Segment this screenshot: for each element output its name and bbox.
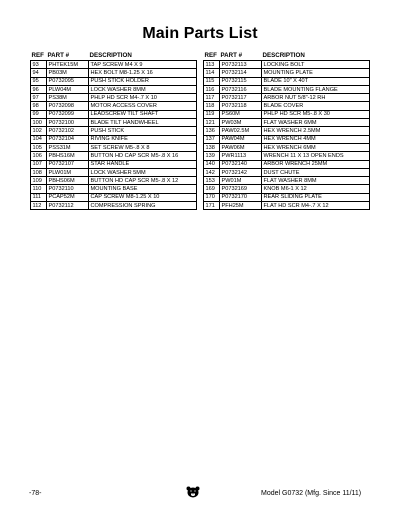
table-row — [31, 160, 197, 168]
table-row — [31, 177, 197, 185]
part-number-cell: PFH25M — [220, 202, 262, 210]
description-cell: BLADE 10" X 40T — [262, 77, 370, 85]
ref-cell: 104 — [31, 135, 47, 143]
description-cell: MOTOR ACCESS COVER — [89, 102, 197, 110]
description-cell: LEADSCREW TILT SHAFT — [89, 110, 197, 118]
table-row — [204, 127, 370, 135]
model-label: Model G0732 (Mfg. Since 11/11) — [261, 490, 362, 497]
table-row — [204, 143, 370, 151]
ref-column-header: REF — [204, 52, 217, 59]
part-number-cell: PAW06M — [220, 143, 262, 151]
table-row — [204, 61, 370, 69]
description-cell: WRENCH 11 X 13 OPEN ENDS — [262, 152, 370, 160]
table-row — [31, 61, 197, 69]
ref-cell: 116 — [204, 85, 220, 93]
description-cell: LOCK WASHER 8MM — [89, 85, 197, 93]
table-row — [31, 119, 197, 127]
ref-cell: 138 — [204, 143, 220, 151]
parts-table-right — [203, 51, 370, 210]
table-row — [31, 193, 197, 201]
table-row — [204, 94, 370, 102]
table-row — [31, 202, 197, 210]
description-cell: FLAT WASHER 6MM — [262, 119, 370, 127]
description-cell: TAP SCREW M4 X 9 — [89, 61, 197, 69]
ref-column-header: REF — [31, 52, 44, 59]
ref-cell: 139 — [204, 152, 220, 160]
description-cell: MOUNTING BASE — [89, 185, 197, 193]
description-cell: LOCK WASHER 5MM — [89, 168, 197, 176]
table-row — [204, 85, 370, 93]
page-title: Main Parts List — [142, 25, 258, 42]
description-cell: KNOB M6-1 X 12 — [262, 185, 370, 193]
description-cell: BLADE MOUNTING FLANGE — [262, 85, 370, 93]
description-cell: REAR SLIDING PLATE — [262, 193, 370, 201]
part-number-cell: P0732114 — [220, 69, 262, 77]
table-row — [204, 177, 370, 185]
ref-cell: 112 — [31, 202, 47, 210]
table-header-row — [31, 51, 197, 61]
description-cell: BUTTON HD CAP SCR M5-.8 X 12 — [89, 177, 197, 185]
table-row — [31, 152, 197, 160]
part-number-cell: P0732112 — [47, 202, 89, 210]
table-row — [204, 135, 370, 143]
part-number-cell: PW03M — [220, 119, 262, 127]
table-row — [204, 102, 370, 110]
table-row — [204, 202, 370, 210]
table-row — [204, 77, 370, 85]
table-row — [204, 152, 370, 160]
part-number-cell: PWR1113 — [220, 152, 262, 160]
ref-cell: 98 — [31, 102, 47, 110]
table-row — [31, 110, 197, 118]
ref-cell: 93 — [31, 61, 47, 69]
table-row — [204, 168, 370, 176]
ref-cell: 137 — [204, 135, 220, 143]
part-number-cell: P0732170 — [220, 193, 262, 201]
ref-cell: 169 — [204, 185, 220, 193]
part-number-cell: P0732113 — [220, 61, 262, 69]
part-number-cell: P0732095 — [47, 77, 89, 85]
part-number-cell: PS60M — [220, 110, 262, 118]
part-number-cell: PB03M — [47, 69, 89, 77]
part-number-cell: P0732142 — [220, 168, 262, 176]
parts-table-left — [30, 51, 197, 210]
description-cell: BUTTON HD CAP SCR M5-.8 X 16 — [89, 152, 197, 160]
part-number-cell: PBHS16M — [47, 152, 89, 160]
ref-cell: 142 — [204, 168, 220, 176]
ref-cell: 105 — [31, 143, 47, 151]
table-row — [31, 69, 197, 77]
description-column-header: DESCRIPTION — [89, 52, 132, 59]
table-row — [31, 127, 197, 135]
ref-cell: 170 — [204, 193, 220, 201]
ref-cell: 140 — [204, 160, 220, 168]
part-number-cell: P0732115 — [220, 77, 262, 85]
description-column-header: DESCRIPTION — [262, 52, 305, 59]
part-number-cell: PLW04M — [47, 85, 89, 93]
part-number-cell: PS38M — [47, 94, 89, 102]
table-row — [31, 143, 197, 151]
description-cell: SET SCREW M5-.8 X 8 — [89, 143, 197, 151]
part-number-cell: P0732140 — [220, 160, 262, 168]
description-cell: HEX WRENCH 6MM — [262, 143, 370, 151]
table-row — [204, 160, 370, 168]
part-number-cell: P0732110 — [47, 185, 89, 193]
ref-cell: 117 — [204, 94, 220, 102]
part-number-cell: PW01M — [220, 177, 262, 185]
description-cell: PUSH STICK — [89, 127, 197, 135]
description-cell: HEX WRENCH 2.5MM — [262, 127, 370, 135]
part-number-cell: P0732102 — [47, 127, 89, 135]
description-cell: HEX WRENCH 4MM — [262, 135, 370, 143]
ref-cell: 118 — [204, 102, 220, 110]
ref-cell: 171 — [204, 202, 220, 210]
description-cell: CAP SCREW M8-1.25 X 10 — [89, 193, 197, 201]
part-number-cell: PBHS06M — [47, 177, 89, 185]
part-number-cell: P0732098 — [47, 102, 89, 110]
part-number-cell: PLW01M — [47, 168, 89, 176]
description-cell: MOUNTING PLATE — [262, 69, 370, 77]
part-number-cell: PAW04M — [220, 135, 262, 143]
part-number-cell: P0732116 — [220, 85, 262, 93]
ref-cell: 100 — [31, 119, 47, 127]
ref-cell: 121 — [204, 119, 220, 127]
ref-cell: 97 — [31, 94, 47, 102]
ref-cell: 111 — [31, 193, 47, 201]
ref-cell: 102 — [31, 127, 47, 135]
description-cell: PUSH STICK HOLDER — [89, 77, 197, 85]
table-row — [204, 69, 370, 77]
table-row — [31, 77, 197, 85]
table-row — [31, 85, 197, 93]
part-number-cell: P0732117 — [220, 94, 262, 102]
description-cell: ARBOR WRENCH 25MM — [262, 160, 370, 168]
ref-cell: 119 — [204, 110, 220, 118]
part-number-cell: PHTEK15M — [47, 61, 89, 69]
description-cell: RIVING KNIFE — [89, 135, 197, 143]
ref-cell: 136 — [204, 127, 220, 135]
ref-cell: 109 — [31, 177, 47, 185]
table-row — [31, 168, 197, 176]
table-row — [204, 193, 370, 201]
description-cell: FLAT HD SCR M4-.7 X 12 — [262, 202, 370, 210]
ref-cell: 114 — [204, 69, 220, 77]
ref-cell: 106 — [31, 152, 47, 160]
description-cell: PHLP HD SCR M4-.7 X 10 — [89, 94, 197, 102]
table-row — [204, 185, 370, 193]
description-cell: LOCKING BOLT — [262, 61, 370, 69]
ref-cell: 115 — [204, 77, 220, 85]
ref-cell: 153 — [204, 177, 220, 185]
description-cell: DUST CHUTE — [262, 168, 370, 176]
part-number-cell: P0732104 — [47, 135, 89, 143]
ref-cell: 107 — [31, 160, 47, 168]
table-row — [31, 94, 197, 102]
table-row — [31, 135, 197, 143]
part-column-header: PART # — [220, 52, 243, 59]
table-header-row — [204, 51, 370, 61]
table-row — [204, 119, 370, 127]
description-cell: ARBOR NUT 5/8"-12 RH — [262, 94, 370, 102]
part-number-cell: P0732099 — [47, 110, 89, 118]
ref-cell: 108 — [31, 168, 47, 176]
ref-cell: 113 — [204, 61, 220, 69]
part-number-cell: P0732169 — [220, 185, 262, 193]
description-cell: COMPRESSION SPRING — [89, 202, 197, 210]
description-cell: BLADE TILT HANDWHEEL — [89, 119, 197, 127]
description-cell: HEX BOLT M8-1.25 X 16 — [89, 69, 197, 77]
part-column-header: PART # — [47, 52, 70, 59]
part-number-cell: PAW02.5M — [220, 127, 262, 135]
ref-cell: 96 — [31, 85, 47, 93]
ref-cell: 94 — [31, 69, 47, 77]
part-number-cell: P0732118 — [220, 102, 262, 110]
part-number-cell: P0732107 — [47, 160, 89, 168]
table-row — [31, 185, 197, 193]
ref-cell: 99 — [31, 110, 47, 118]
ref-cell: 95 — [31, 77, 47, 85]
description-cell: FLAT WASHER 8MM — [262, 177, 370, 185]
table-row — [204, 110, 370, 118]
description-cell: PHLP HD SCR M5-.8 X 30 — [262, 110, 370, 118]
description-cell: STAR HANDLE — [89, 160, 197, 168]
part-number-cell: P0732100 — [47, 119, 89, 127]
description-cell: BLADE COVER — [262, 102, 370, 110]
bear-logo-icon — [186, 486, 200, 498]
table-row — [31, 102, 197, 110]
page-number: -78- — [29, 490, 42, 497]
part-number-cell: PCAP52M — [47, 193, 89, 201]
part-number-cell: PSS31M — [47, 143, 89, 151]
ref-cell: 110 — [31, 185, 47, 193]
